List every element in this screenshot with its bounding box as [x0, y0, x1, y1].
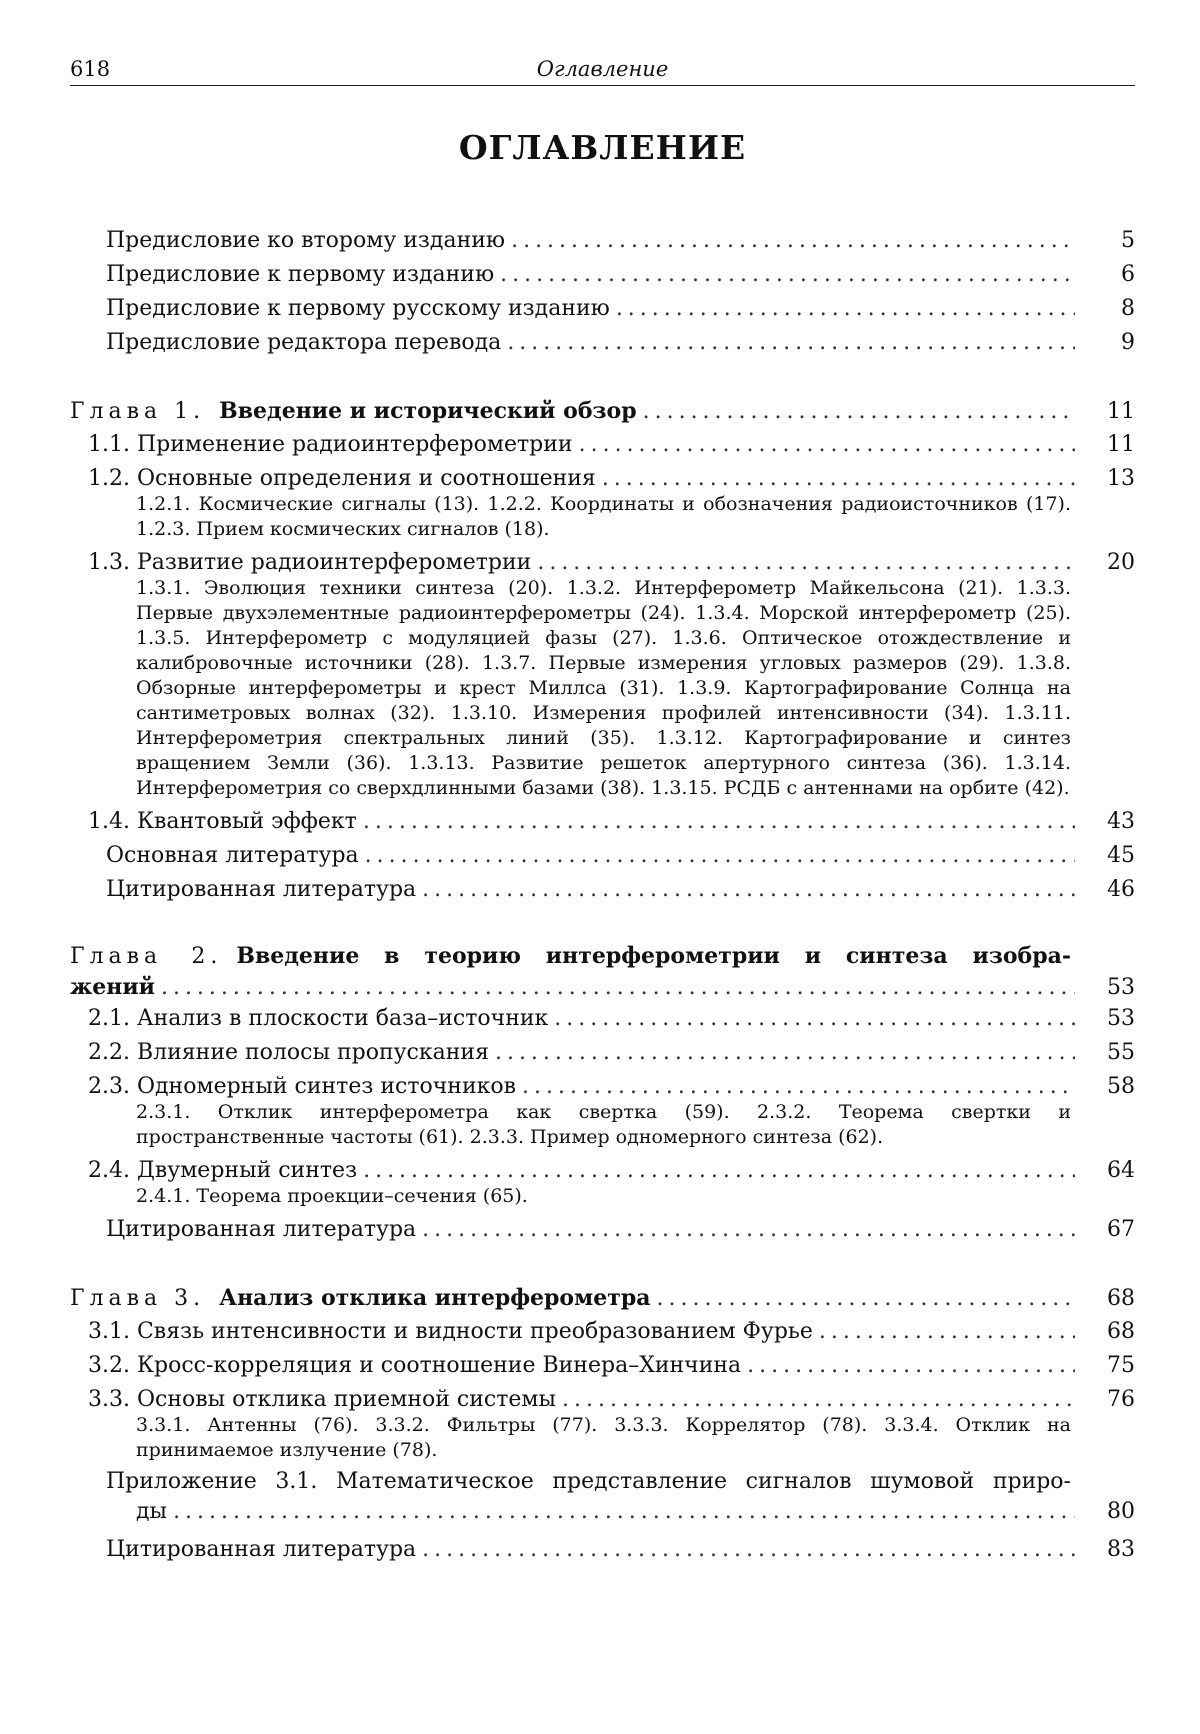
toc-section[interactable] [70, 1349, 1135, 1383]
toc-section-title: 2.4. Двумерный синтез [88, 1158, 358, 1183]
toc-section-title: 2.1. Анализ в плоскости база–источник [88, 1006, 549, 1031]
toc-entry[interactable] [70, 224, 1135, 258]
chapter-name-continued: жений [70, 974, 155, 1000]
toc-section[interactable] [70, 428, 1135, 462]
leader-dots [562, 1383, 1075, 1417]
leader-dots [643, 395, 1075, 429]
leader-dots [422, 1533, 1075, 1567]
toc-section-title: 2.2. Влияние полосы пропускания [88, 1040, 489, 1065]
toc-entry-page: 67 [1107, 1217, 1135, 1242]
subsection-list: 2.3.1. Отклик интерферометра как свертка (59). 2.3.2. Теорема свертки и пространственные частоты (61). 2.3.3. Пример одномерного синтеза (62). [136, 1101, 1071, 1148]
toc-entry-page: 58 [1107, 1074, 1135, 1099]
subsection-list: 1.3.1. Эволюция техники синтеза (20). 1.3.2. Интерферометр Майкельсона (21). 1.3.3. Первые двухэлементные радиоинтерферометры (24). 1.3.4. Морской интерферометр (25). 1.3.5. Интерферометр с модуляцией фазы (27). 1.3.6. Оптическое отождествление и калибровочные источники (28). 1.3.7. Первые измерения угловых размеров (29). 1.3.8. Обзорные интерферометры и крест Миллса (31). 1.3.9. Картографирование Солнца на сантиметровых волнах (32). 1.3.10. Измерения профилей интенсивности (34). 1.3.11. Интерферометрия спектральных линий (35). 1.3.12. Картографирование и синтез вращением Земли (36). 1.3.13. Развитие решеток апертурного синтеза (36). 1.3.14. Интерферометрия со сверхдлинными базами (38). 1.3.15. РСДБ с антеннами на орбите (42). [136, 577, 1071, 799]
running-title: Оглавление [536, 57, 669, 81]
leader-dots [511, 224, 1075, 258]
leader-dots [747, 1349, 1075, 1383]
toc-entry-page: 64 [1107, 1158, 1135, 1183]
running-header [70, 55, 1135, 86]
leader-dots [522, 1070, 1075, 1104]
leader-dots [495, 1036, 1075, 1070]
toc-section[interactable] [70, 1002, 1135, 1036]
toc-literature[interactable] [70, 873, 1135, 907]
leader-dots [365, 839, 1075, 873]
toc-section-title: 3.2. Кросс-корреляция и соотношение Винера–Хинчина [88, 1353, 742, 1378]
table-of-contents [70, 224, 1135, 1567]
subsection-list: 2.4.1. Теорема проекции–сечения (65). [136, 1185, 528, 1207]
chapter-3-heading[interactable] [70, 1281, 1135, 1315]
toc-entry-page: 76 [1107, 1387, 1135, 1412]
toc-entry-page: 43 [1107, 809, 1135, 834]
leader-dots [657, 1282, 1076, 1316]
toc-section[interactable] [70, 1036, 1135, 1070]
chapter-1-heading[interactable] [70, 394, 1135, 428]
toc-entry-page: 8 [1121, 296, 1135, 321]
toc-section-title: 3.1. Связь интенсивности и видности преобразованием Фурье [88, 1319, 813, 1344]
toc-entry-title: Цитированная литература [106, 1537, 417, 1562]
toc-section[interactable] [70, 546, 1135, 580]
toc-entry[interactable] [70, 258, 1135, 292]
toc-entry[interactable] [70, 326, 1135, 360]
page [70, 0, 1135, 1734]
leader-dots [500, 258, 1075, 292]
toc-section-title: 1.3. Развитие радиоинтерферометрии [88, 550, 532, 575]
toc-section-title: 2.3. Одномерный синтез источников [88, 1074, 516, 1099]
chapter-2-heading[interactable] [70, 941, 1135, 1002]
toc-entry-page: 45 [1107, 843, 1135, 868]
toc-entry-page: 68 [1107, 1286, 1135, 1311]
chapter-label: Глава 2. [70, 944, 223, 969]
toc-entry-page: 83 [1107, 1537, 1135, 1562]
chapter-label: Глава 3. [70, 1286, 206, 1311]
toc-entry-page: 20 [1107, 550, 1135, 575]
leader-dots [537, 546, 1075, 580]
leader-dots [616, 292, 1075, 326]
toc-entry-page: 6 [1121, 262, 1135, 287]
leader-dots [422, 873, 1075, 907]
toc-entry-page: 80 [1107, 1499, 1135, 1524]
toc-entry-page: 9 [1121, 330, 1135, 355]
toc-entry-page: 55 [1107, 1040, 1135, 1065]
toc-section[interactable] [70, 1315, 1135, 1349]
toc-entry-title: Цитированная литература [106, 877, 417, 902]
appendix-title: Приложение 3.1. Математическое представление сигналов шумовой приро- [106, 1469, 1071, 1494]
toc-entry-page: 68 [1107, 1319, 1135, 1344]
toc-entry-title: Основная литература [106, 843, 359, 868]
toc-appendix[interactable] [70, 1467, 1135, 1527]
toc-section[interactable] [70, 1070, 1135, 1104]
toc-section[interactable] [70, 805, 1135, 839]
leader-dots [363, 1154, 1075, 1188]
toc-entry[interactable] [70, 292, 1135, 326]
leader-dots [363, 805, 1075, 839]
toc-literature[interactable] [70, 1533, 1135, 1567]
toc-literature[interactable] [70, 1213, 1135, 1247]
toc-entry-page: 5 [1121, 228, 1135, 253]
toc-entry-page: 53 [1107, 1006, 1135, 1031]
toc-entry-title: Цитированная литература [106, 1217, 417, 1242]
toc-entry-page: 53 [1107, 975, 1135, 1000]
toc-entry-page: 46 [1107, 877, 1135, 902]
toc-entry-page: 11 [1107, 432, 1135, 457]
appendix-title-continued: ды [136, 1499, 168, 1524]
toc-section-title: 3.3. Основы отклика приемной системы [88, 1387, 557, 1412]
leader-dots [422, 1213, 1075, 1247]
subsection-list: 3.3.1. Антенны (76). 3.3.2. Фильтры (77). 3.3.3. Коррелятор (78). 3.3.4. Отклик на принимаемое излучение (78). [136, 1414, 1071, 1461]
toc-section-title: 1.1. Применение радиоинтерферометрии [88, 432, 573, 457]
toc-entry-page: 75 [1107, 1353, 1135, 1378]
toc-section-title: 1.4. Квантовый эффект [88, 809, 357, 834]
toc-entry-page: 13 [1107, 466, 1135, 491]
toc-entry-page: 11 [1107, 399, 1135, 424]
leader-dots [579, 428, 1075, 462]
leader-dots [602, 462, 1075, 496]
toc-entry-title: Предисловие ко второму изданию [106, 228, 506, 253]
toc-entry-title: Предисловие к первому изданию [106, 262, 495, 287]
toc-section-title: 1.2. Основные определения и соотношения [88, 466, 596, 491]
leader-dots [161, 973, 1075, 1003]
leader-dots [507, 326, 1075, 360]
toc-section[interactable] [70, 462, 1135, 496]
page-title: ОГЛАВЛЕНИЕ [458, 128, 747, 167]
toc-literature[interactable] [70, 839, 1135, 873]
toc-section[interactable] [70, 1154, 1135, 1188]
toc-section[interactable] [70, 1383, 1135, 1417]
subsection-list: 1.2.1. Космические сигналы (13). 1.2.2. Координаты и обозначения радиоисточников (17). 1.2.3. Прием космических сигналов (18). [136, 493, 1071, 540]
chapter-label: Глава 1. [70, 399, 206, 424]
leader-dots [554, 1002, 1075, 1036]
leader-dots [819, 1315, 1075, 1349]
leader-dots [173, 1497, 1075, 1527]
page-number: 618 [70, 57, 111, 81]
toc-entry-title: Предисловие редактора перевода [106, 330, 502, 355]
chapter-name: Введение и исторический обзор [219, 398, 637, 424]
chapter-name: Введение в теорию интерферометрии и синтеза изобра- [236, 943, 1071, 969]
chapter-name: Анализ отклика интерферометра [219, 1285, 651, 1311]
toc-entry-title: Предисловие к первому русскому изданию [106, 296, 610, 321]
